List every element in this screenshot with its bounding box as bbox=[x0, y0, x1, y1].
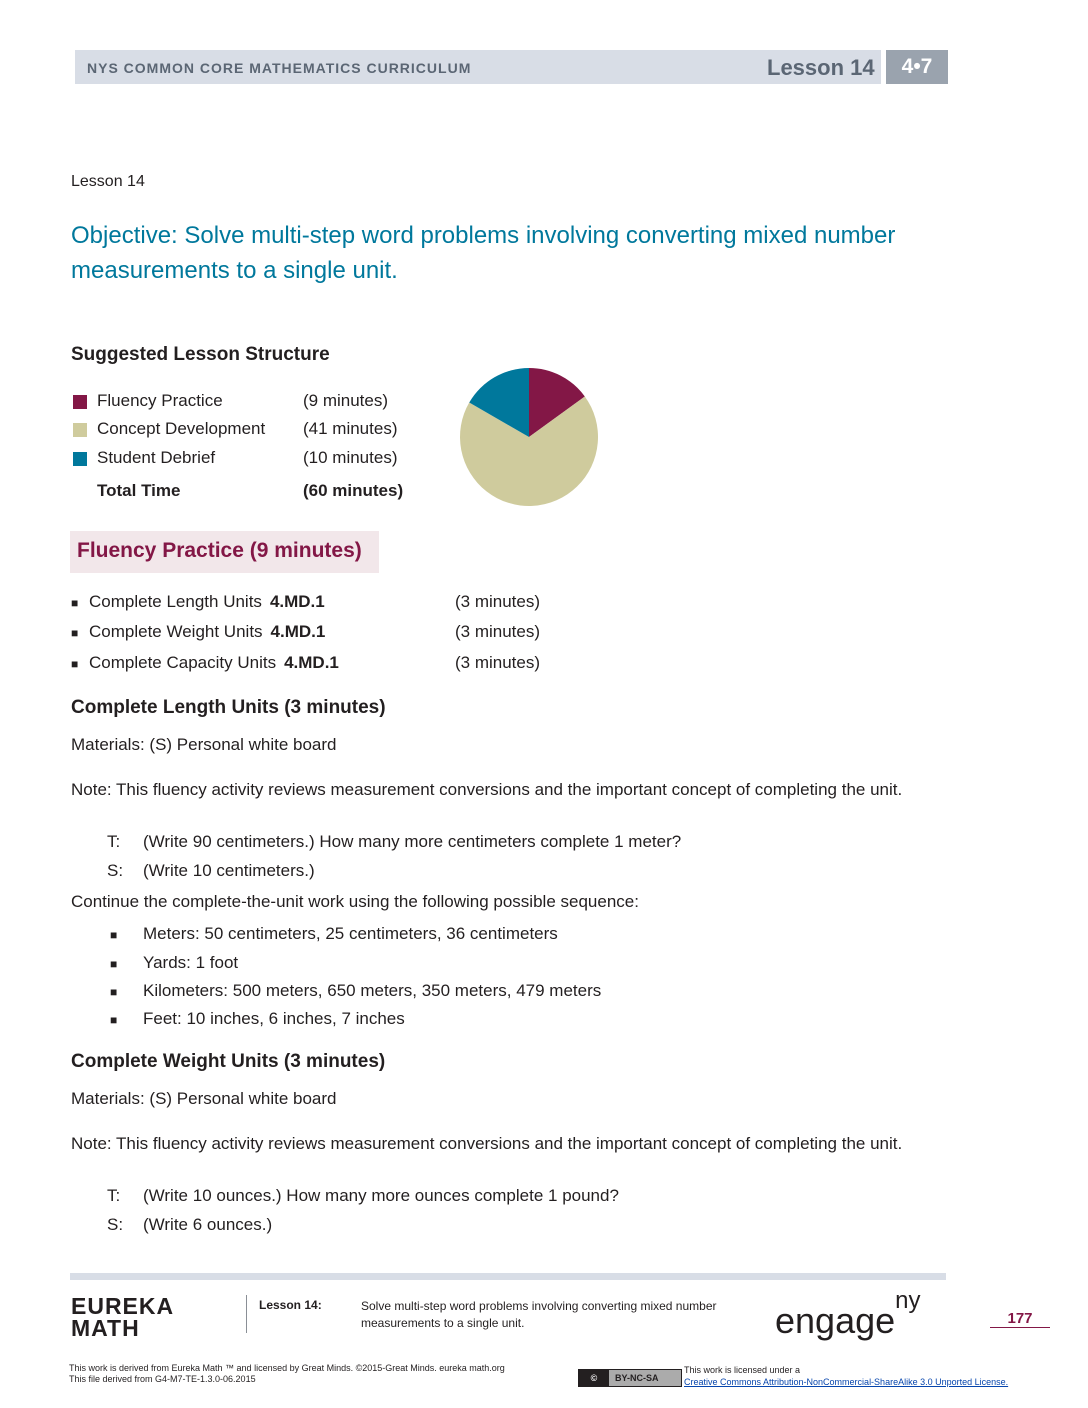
lesson-structure-pie bbox=[459, 367, 599, 507]
structure-item-minutes: (9 minutes) bbox=[303, 391, 389, 410]
fluency-item-text: Complete Capacity Units bbox=[89, 653, 277, 672]
speaker-label: T: bbox=[107, 832, 121, 851]
speaker-label: T: bbox=[107, 1186, 121, 1205]
structure-item-name: Concept Development bbox=[97, 419, 266, 438]
speaker-text: (Write 10 ounces.) How many more ounces complete 1 pound? bbox=[143, 1186, 619, 1205]
logo-line: MATH bbox=[71, 1315, 140, 1341]
bullet-icon: ■ bbox=[71, 626, 79, 640]
footer-description: Solve multi-step word problems involving converting mixed number measurements to a single unit. bbox=[361, 1299, 717, 1330]
structure-item-minutes: (41 minutes) bbox=[303, 419, 398, 438]
legend-swatch bbox=[73, 452, 87, 466]
credit-line: This work is derived from Eureka Math ™ and licensed by Great Minds. ©2015-Great Minds. eureka math.org bbox=[69, 1363, 505, 1373]
fluency-item-text: Complete Weight Units bbox=[89, 622, 263, 641]
license-text: This work is licensed under a bbox=[684, 1365, 801, 1375]
structure-item-name: Fluency Practice bbox=[97, 391, 223, 410]
speaker-text: (Write 90 centimeters.) How many more centimeters complete 1 meter? bbox=[143, 832, 682, 851]
total-minutes: (60 minutes) bbox=[303, 481, 404, 500]
weight-heading: Complete Weight Units (3 minutes) bbox=[71, 1051, 386, 1072]
fluency-item-standard: 4.MD.1 bbox=[269, 592, 325, 611]
length-note: Note: This fluency activity reviews measurement conversions and the important concept of completing the unit. bbox=[71, 780, 903, 799]
lesson-label: Lesson 14 bbox=[71, 173, 145, 190]
bullet-icon: ■ bbox=[71, 596, 79, 610]
sequence-text: Meters: 50 centimeters, 25 centimeters, 36 centimeters bbox=[143, 924, 558, 943]
speaker-label: S: bbox=[107, 861, 124, 880]
curriculum-title: NYS COMMON CORE MATHEMATICS CURRICULUM bbox=[87, 60, 472, 76]
bullet-icon: ■ bbox=[71, 657, 79, 671]
bullet-icon: ■ bbox=[110, 957, 118, 971]
fluency-item bbox=[71, 592, 571, 614]
footer-lesson-label: Lesson 14: bbox=[259, 1298, 322, 1312]
legend-swatch bbox=[73, 395, 87, 409]
total-label: Total Time bbox=[97, 481, 181, 500]
logo-line: EUREKA bbox=[71, 1293, 175, 1319]
credit-file: This file derived from G4-M7-TE-1.3.0-06.2015 bbox=[69, 1374, 256, 1384]
page-number: 177 bbox=[990, 1310, 1050, 1328]
footer-bar bbox=[70, 1273, 946, 1280]
bullet-icon: ■ bbox=[110, 1013, 118, 1027]
speaker-text: (Write 6 ounces.) bbox=[143, 1215, 273, 1234]
license-link[interactable]: Creative Commons Attribution-NonCommercial-ShareAlike 3.0 Unported License. bbox=[684, 1377, 1009, 1387]
fluency-heading: Fluency Practice (9 minutes) bbox=[77, 539, 362, 562]
fluency-item bbox=[71, 622, 571, 644]
sequence-text: Feet: 10 inches, 6 inches, 7 inches bbox=[143, 1009, 405, 1028]
length-heading: Complete Length Units (3 minutes) bbox=[71, 697, 386, 718]
bullet-icon: ■ bbox=[110, 985, 118, 999]
structure-title: Suggested Lesson Structure bbox=[71, 344, 330, 365]
brand-sup: ny bbox=[895, 1287, 921, 1314]
structure-item-name: Student Debrief bbox=[97, 448, 216, 467]
fluency-item-text: Complete Length Units bbox=[89, 592, 262, 611]
fluency-item-time: (3 minutes) bbox=[455, 653, 541, 672]
header-lesson: Lesson 14 bbox=[767, 55, 875, 80]
weight-materials: Materials: (S) Personal white board bbox=[71, 1089, 337, 1108]
footer-divider bbox=[246, 1295, 247, 1333]
legend-swatch bbox=[73, 423, 87, 437]
grade-module-badge: 4•7 bbox=[886, 50, 948, 84]
sequence-text: Yards: 1 foot bbox=[143, 953, 239, 972]
bullet-icon: ■ bbox=[110, 928, 118, 942]
brand-text: engage bbox=[775, 1300, 896, 1341]
objective: Objective: Solve multi-step word problems involving converting mixed number measurements to a single unit. bbox=[71, 222, 896, 284]
fluency-item-time: (3 minutes) bbox=[455, 622, 541, 641]
speaker-text: (Write 10 centimeters.) bbox=[143, 861, 315, 880]
cc-icon: © bbox=[579, 1370, 609, 1386]
engageny-logo bbox=[775, 1287, 921, 1342]
sequence-text: Kilometers: 500 meters, 650 meters, 350 meters, 479 meters bbox=[143, 981, 602, 1000]
structure-item-minutes: (10 minutes) bbox=[303, 448, 398, 467]
speaker-label: S: bbox=[107, 1215, 124, 1234]
length-continue: Continue the complete-the-unit work using the following possible sequence: bbox=[71, 892, 639, 911]
length-materials: Materials: (S) Personal white board bbox=[71, 735, 337, 754]
cc-badge-text: BY-NC-SA bbox=[615, 1373, 659, 1383]
fluency-item bbox=[71, 653, 571, 675]
fluency-item-time: (3 minutes) bbox=[455, 592, 541, 611]
creative-commons-badge bbox=[578, 1369, 682, 1387]
fluency-item-standard: 4.MD.1 bbox=[284, 653, 339, 672]
weight-note: Note: This fluency activity reviews measurement conversions and the important concept of completing the unit. bbox=[71, 1134, 903, 1153]
fluency-item-standard: 4.MD.1 bbox=[270, 622, 326, 641]
eureka-math-logo bbox=[71, 1295, 174, 1339]
